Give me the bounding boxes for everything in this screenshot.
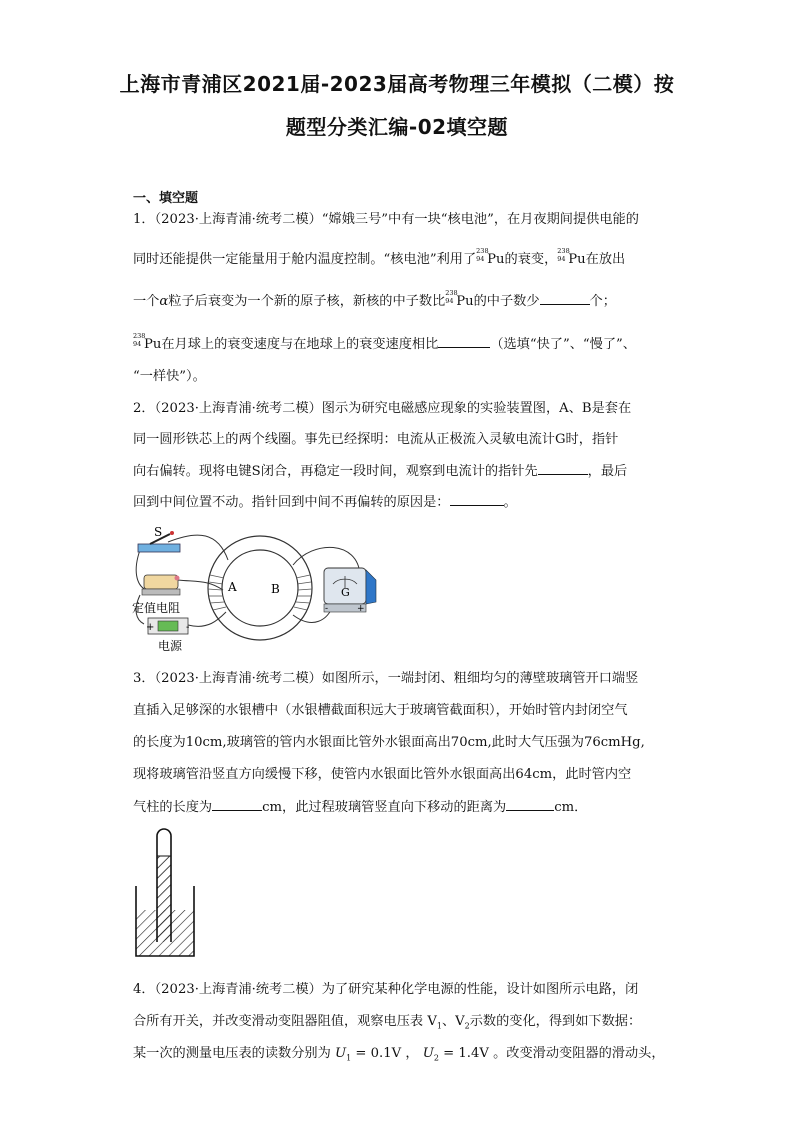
- galvo-plus: +: [357, 604, 365, 614]
- label-s: S: [154, 525, 163, 539]
- answer-blank[interactable]: [438, 335, 490, 348]
- source-plus: +: [146, 622, 155, 633]
- answer-blank[interactable]: [506, 798, 554, 811]
- wire: [178, 580, 223, 590]
- isotope-pu238: 238 94: [445, 289, 458, 305]
- q2-line4: 回到中间位置不动。指针回到中间不再偏转的原因是： 。: [133, 495, 517, 510]
- q1-line2: 同时还能提供一定能量用于舱内温度控制。“核电池”利用了 238 94 Pu的衰变， 238 94 Pu在放出: [133, 247, 626, 267]
- answer-blank[interactable]: [538, 462, 588, 475]
- isotope-pu238: 238 94: [476, 247, 489, 263]
- tube-figure: [130, 826, 200, 958]
- isotope-pu238: 238 94: [557, 247, 570, 263]
- source-minus: -: [186, 622, 190, 633]
- q4-line1: 4．（2023·上海青浦·统考二模）为了研究某种化学电源的性能，设计如图所示电路，闭: [133, 982, 639, 997]
- q3-line5: 气柱的长度为 cm，此过程玻璃管竖直向下移动的距离为 cm．: [133, 800, 588, 815]
- q2-line2: 同一圆形铁芯上的两个线圈。事先已经探明：电流从正极流入灵敏电流计G时，指针: [133, 432, 619, 447]
- q2-line3: 向右偏转。现将电键S闭合，再稳定一段时间，观察到电流计的指针先 ，最后: [133, 464, 628, 479]
- document-title-line2: 题型分类汇编-02填空题: [285, 115, 509, 139]
- q4-line2: 合所有开关，并改变滑动变阻器阻值，观察电压表 $V_1$、$V_2$示数的变化，得到如下数据：: [133, 1014, 642, 1031]
- answer-blank[interactable]: [212, 798, 262, 811]
- resistor: [142, 575, 180, 595]
- q3-line3: 的长度为10cm,玻璃管的管内水银面比管外水银面高出70cm,此时大气压强为76cmHg,: [133, 735, 645, 750]
- section-heading: 一、填空题: [133, 191, 199, 206]
- q3-line1: 3．（2023·上海青浦·统考二模）如图所示，一端封闭、粗细均匀的薄壁玻璃管开口端竖: [133, 671, 639, 686]
- label-b: B: [271, 582, 280, 596]
- q1-line1: 1．（2023·上海青浦·统考二模）“嫦娥三号”中有一块“核电池”，在月夜期间提供电能的: [133, 212, 639, 227]
- q1-line3: 一个α粒子后衰变为一个新的原子核，新核的中子数比 238 94 Pu的中子数少 个；: [133, 289, 616, 309]
- wire: [188, 612, 226, 626]
- q1-line5: “一样快”）。: [133, 369, 206, 384]
- document-title-line1: 上海市青浦区2021届-2023届高考物理三年模拟（二模）按: [119, 72, 675, 96]
- q1-line4: 238 94 Pu在月球上的衰变速度与在地球上的衰变速度相比 （选填“快了”、“慢了”、: [133, 332, 636, 352]
- label-a: A: [228, 580, 237, 594]
- label-resistor: 定值电阻: [132, 601, 181, 615]
- air-column: [157, 830, 171, 856]
- q4-line3: 某一次的测量电压表的读数分别为 $U_1 = 0.1V$ ， $U_2 = 1.4V$ 。改变滑动变阻器的滑动头，: [133, 1046, 665, 1063]
- answer-blank[interactable]: [450, 493, 504, 506]
- iron-core-outer: [208, 536, 312, 640]
- label-source: 电源: [158, 639, 183, 653]
- label-g: G: [341, 586, 350, 599]
- galvanometer: [324, 568, 376, 612]
- q3-line2: 直插入足够深的水银槽中（水银槽截面积远大于玻璃管截面积），开始时管内封闭空气: [133, 703, 628, 718]
- induction-figure: [128, 520, 388, 655]
- q2-line1: 2．（2023·上海青浦·统考二模）图示为研究电磁感应现象的实验装置图，A、B是套在: [133, 401, 632, 416]
- answer-blank[interactable]: [540, 292, 590, 305]
- q3-line4: 现将玻璃管沿竖直方向缓慢下移，使管内水银面比管外水银面高出64cm，此时管内空: [133, 767, 632, 782]
- isotope-pu238: 238 94: [133, 332, 146, 348]
- galvo-minus: -: [325, 604, 329, 614]
